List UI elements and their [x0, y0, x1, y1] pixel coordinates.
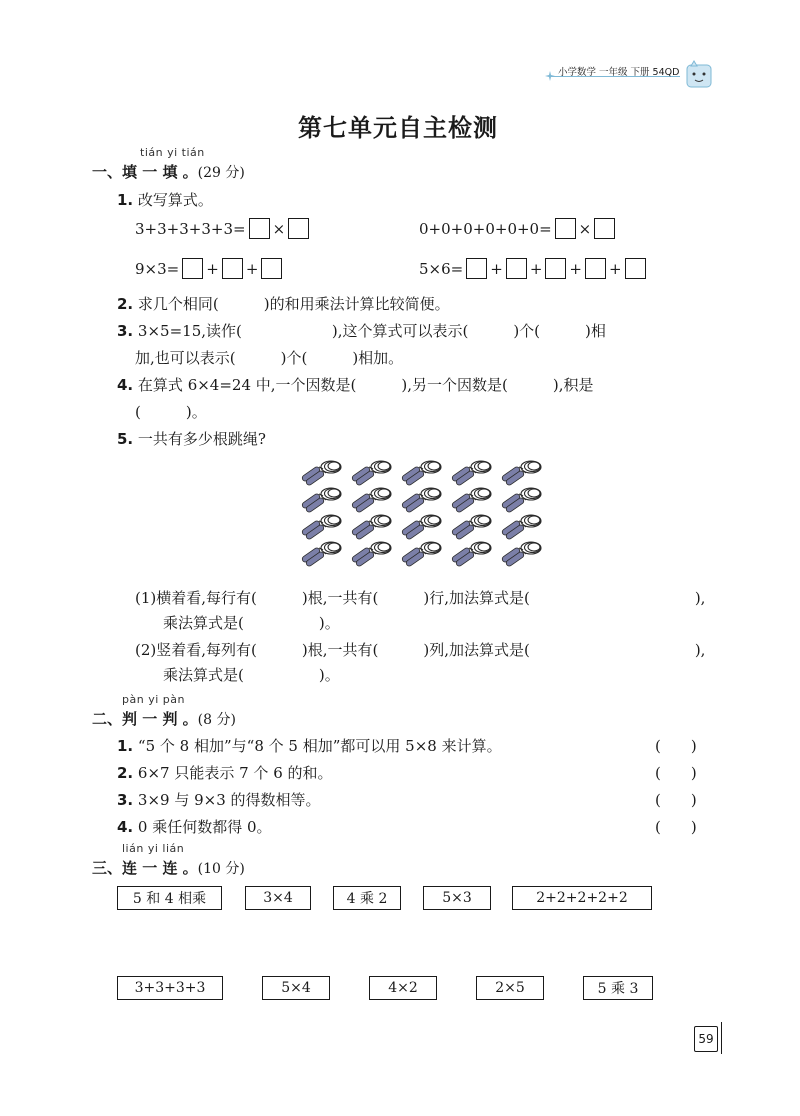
match-bottom-5[interactable]: 5 乘 3 — [583, 976, 653, 1000]
judge-1-number: 1. — [117, 737, 134, 755]
section3-pinyin: lián yi lián — [122, 842, 185, 855]
eq-a-text: 3+3+3+3+3= — [135, 219, 246, 238]
answer-box[interactable] — [249, 218, 270, 239]
times-sign: × — [578, 219, 592, 238]
jump-rope-icon — [501, 542, 541, 567]
section2-heading — [92, 708, 236, 729]
q5-sub1-line1: (1)横着看,每行有( )根,一共有( )行,加法算式是( ), — [135, 589, 706, 607]
q3 — [117, 320, 606, 341]
match-top-2[interactable]: 3×4 — [245, 886, 311, 910]
plus-sign: + — [608, 259, 622, 278]
jump-rope-icon — [501, 515, 541, 540]
answer-box[interactable] — [261, 258, 282, 279]
q5-sub1-line2: 乘法算式是( )。 — [163, 614, 340, 632]
plus-sign: + — [529, 259, 543, 278]
judge-4-text: 0 乘任何数都得 0。 — [137, 818, 272, 836]
q1-text: 改写算式。 — [137, 191, 213, 209]
answer-box[interactable] — [594, 218, 615, 239]
eq-b-text: 0+0+0+0+0+0= — [419, 219, 552, 238]
section3-heading — [92, 857, 245, 878]
judge-3-number: 3. — [117, 791, 134, 809]
jump-rope-icon — [451, 515, 491, 540]
judge-1-text: “5 个 8 相加”与“8 个 5 相加”都可以用 5×8 来计算。 — [137, 737, 502, 755]
judge-2-answer[interactable]: ( ) — [655, 764, 697, 782]
q5-sub2-line1: (2)竖着看,每列有( )根,一共有( )列,加法算式是( ), — [135, 641, 706, 659]
q1-number: 1. — [117, 191, 134, 209]
judge-item-1 — [117, 735, 502, 756]
q4-number: 4. — [117, 376, 134, 394]
q2-number: 2. — [117, 295, 134, 313]
q1-equation-a — [135, 218, 309, 239]
jump-rope-icon — [451, 461, 491, 486]
q5 — [117, 428, 266, 449]
jump-rope-icon — [351, 542, 391, 567]
plus-sign: + — [245, 259, 259, 278]
answer-box[interactable] — [222, 258, 243, 279]
jump-rope-icon — [401, 488, 441, 513]
q4-line1: 在算式 6×4=24 中,一个因数是( ),另一个因数是( ),积是 — [137, 376, 594, 394]
plus-sign: + — [569, 259, 582, 278]
answer-box[interactable] — [182, 258, 203, 279]
jump-rope-icon — [501, 488, 541, 513]
match-top-4[interactable]: 5×3 — [423, 886, 491, 910]
eq-d-text: 5×6= — [419, 259, 464, 278]
judge-item-3 — [117, 789, 321, 810]
answer-box[interactable] — [545, 258, 566, 279]
jump-rope-icon — [401, 461, 441, 486]
answer-box[interactable] — [506, 258, 527, 279]
times-sign: × — [272, 219, 286, 238]
answer-box[interactable] — [288, 218, 309, 239]
judge-3-answer[interactable]: ( ) — [655, 791, 697, 809]
judge-1-answer[interactable]: ( ) — [655, 737, 697, 755]
jump-rope-icon — [451, 542, 491, 567]
jump-rope-icon — [351, 515, 391, 540]
page-title: 第七单元自主检测 — [298, 114, 498, 142]
judge-4-answer[interactable]: ( ) — [655, 818, 697, 836]
plus-sign: + — [490, 259, 503, 278]
jump-rope-icon — [451, 488, 491, 513]
jump-rope-icon — [351, 488, 391, 513]
q4-line2: ( )。 — [135, 403, 207, 421]
q4 — [117, 374, 593, 395]
match-top-3[interactable]: 4 乘 2 — [333, 886, 401, 910]
q2-text: 求几个相同( )的和用乘法计算比较简便。 — [137, 295, 450, 313]
jump-rope-icon — [351, 461, 391, 486]
section3-title: 三、连 一 连 。 — [92, 859, 198, 877]
q1-equation-d — [419, 258, 646, 279]
jump-rope-grid — [295, 455, 550, 575]
plus-sign: + — [206, 259, 219, 278]
eq-c-text: 9×3= — [135, 259, 180, 278]
page-number: 59 — [694, 1026, 718, 1052]
mascot-icon — [685, 59, 713, 89]
judge-2-number: 2. — [117, 764, 134, 782]
jump-rope-icon — [301, 542, 341, 567]
section1-score: (29 分) — [197, 165, 245, 181]
star-icon — [545, 71, 555, 81]
section1-heading — [92, 161, 245, 182]
match-top-1[interactable]: 5 和 4 相乘 — [117, 886, 222, 910]
judge-3-text: 3×9 与 9×3 的得数相等。 — [137, 791, 321, 809]
judge-item-4 — [117, 816, 272, 837]
judge-4-number: 4. — [117, 818, 134, 836]
q1 — [117, 189, 213, 210]
jump-rope-icon — [501, 461, 541, 486]
answer-box[interactable] — [466, 258, 487, 279]
jump-rope-icon — [301, 461, 341, 486]
section1-title: 一、填 一 填 。 — [92, 163, 198, 181]
answer-box[interactable] — [555, 218, 576, 239]
section1-pinyin: tián yi tián — [140, 146, 205, 159]
q5-text: 一共有多少根跳绳? — [137, 430, 266, 448]
jump-rope-icon — [301, 515, 341, 540]
jump-rope-icon — [401, 515, 441, 540]
match-bottom-3[interactable]: 4×2 — [369, 976, 437, 1000]
answer-box[interactable] — [585, 258, 606, 279]
jump-rope-icon — [301, 488, 341, 513]
q5-sub2-line2: 乘法算式是( )。 — [163, 666, 340, 684]
match-bottom-4[interactable]: 2×5 — [476, 976, 544, 1000]
book-title: 小学数学 一年级 下册 54QD — [558, 67, 680, 78]
match-top-5[interactable]: 2+2+2+2+2 — [512, 886, 652, 910]
q3-line1: 3×5=15,读作( ),这个算式可以表示( )个( )相 — [137, 322, 606, 340]
section3-score: (10 分) — [197, 861, 245, 877]
q3-line2: 加,也可以表示( )个( )相加。 — [135, 349, 404, 367]
q3-number: 3. — [117, 322, 134, 340]
section2-score: (8 分) — [197, 712, 236, 728]
q1-equation-b — [419, 218, 615, 239]
q2 — [117, 293, 450, 314]
q5-number: 5. — [117, 430, 134, 448]
judge-item-2 — [117, 762, 333, 783]
jump-rope-icon — [401, 542, 441, 567]
match-bottom-1[interactable]: 3+3+3+3 — [117, 976, 223, 1000]
section2-title: 二、判 一 判 。 — [92, 710, 198, 728]
judge-2-text: 6×7 只能表示 7 个 6 的和。 — [137, 764, 333, 782]
answer-box[interactable] — [625, 258, 646, 279]
section2-pinyin: pàn yi pàn — [122, 693, 185, 706]
q1-equation-c — [135, 258, 282, 279]
match-bottom-2[interactable]: 5×4 — [262, 976, 330, 1000]
